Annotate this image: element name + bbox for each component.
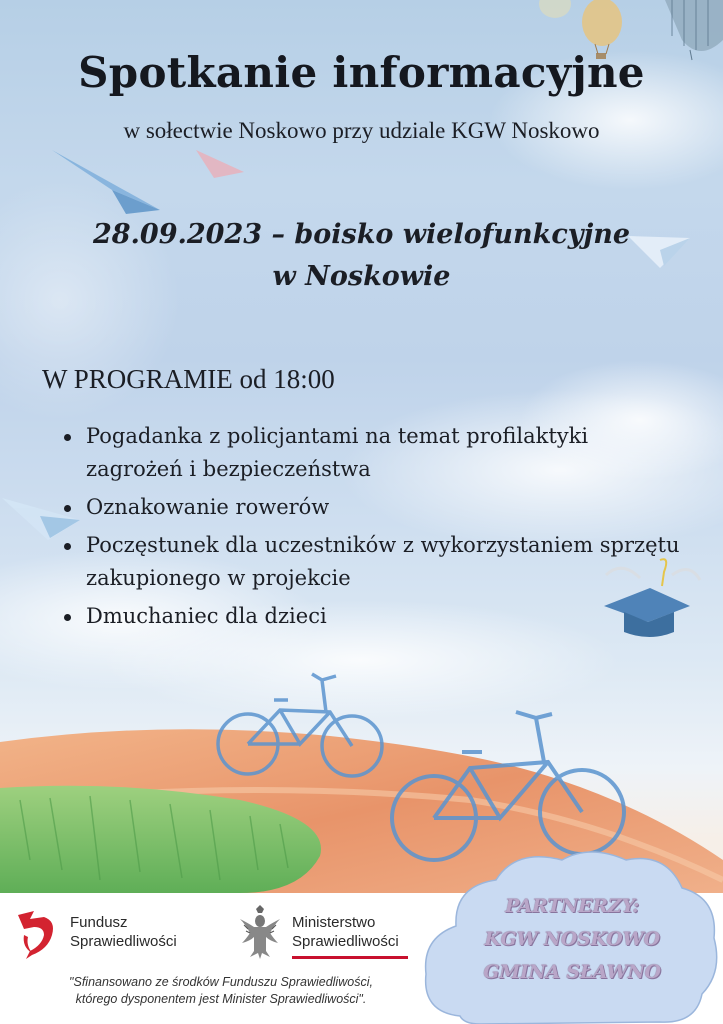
- ministerstwo-logo-text: [292, 913, 399, 951]
- ministerstwo-red-line: [292, 956, 408, 959]
- list-item: Pogadanka z policjantami na temat profilaktyki zagrożeń i bezpieczeństwa: [62, 420, 682, 486]
- fundusz-logo-icon: [14, 905, 64, 961]
- partners-line-3: GMINA SŁAWNO: [483, 961, 661, 983]
- event-date-location: [0, 214, 723, 298]
- list-item: Oznakowanie rowerów: [62, 491, 682, 524]
- funding-note: [26, 974, 416, 1008]
- partners-line-1: PARTNERZY:: [505, 895, 639, 917]
- fundusz-logo-text: [70, 913, 177, 951]
- ministerstwo-line-2: Sprawiedliwości: [292, 933, 399, 950]
- funding-line-1: "Sfinansowano ze środków Funduszu Sprawiedliwości,: [69, 975, 373, 989]
- fundusz-logo: [14, 903, 214, 963]
- list-item: Poczęstunek dla uczestników z wykorzystaniem sprzętu zakupionego w projekcie: [62, 529, 682, 595]
- event-line-2: w Noskowie: [272, 261, 451, 292]
- page-title: Spotkanie informacyjne: [78, 48, 645, 97]
- partners-line-2: KGW NOSKOWO: [484, 928, 660, 950]
- funding-line-2: którego dysponentem jest Minister Sprawiedliwości".: [75, 992, 367, 1006]
- ministerstwo-logo: [236, 903, 436, 969]
- event-line-1: 28.09.2023 – boisko wielofunkcyjne: [92, 219, 631, 250]
- partners-text: [442, 890, 702, 989]
- program-list: [62, 420, 682, 638]
- subtitle: w sołectwie Noskowo przy udziale KGW Noskowo: [123, 118, 600, 143]
- list-item: Dmuchaniec dla dzieci: [62, 600, 682, 633]
- program-heading: W PROGRAMIE od 18:00: [42, 364, 335, 394]
- polish-eagle-icon: [236, 905, 286, 961]
- fundusz-line-1: Fundusz: [70, 914, 128, 931]
- fundusz-line-2: Sprawiedliwości: [70, 933, 177, 950]
- ministerstwo-line-1: Ministerstwo: [292, 914, 376, 931]
